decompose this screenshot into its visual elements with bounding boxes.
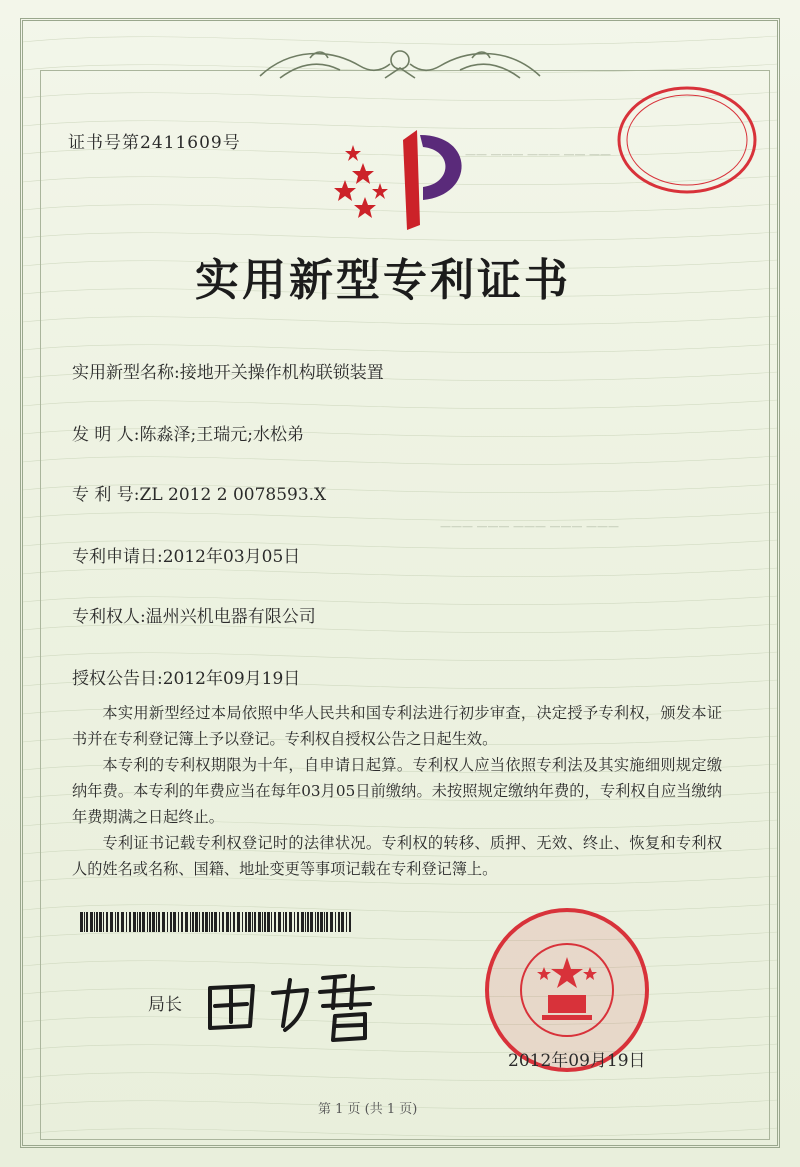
patent-number-value: ZL 2012 2 0078593.X: [139, 485, 327, 505]
patent-number-row: [72, 480, 326, 505]
seal-date: 2012年09月19日: [508, 1051, 646, 1071]
sipo-logo-icon: [325, 125, 480, 235]
patent-number-label: 专 利 号:: [72, 485, 140, 505]
top-ornament: [250, 38, 550, 88]
tax-stamp-seal: [612, 80, 762, 200]
body-paragraph-1: 本实用新型经过本局依照中华人民共和国专利法进行初步审查，决定授予专利权，颁发本证书并在专利登记簿上予以登记。专利权自授权公告之日起生效。: [72, 704, 722, 748]
utility-model-name-row: [72, 358, 384, 383]
filing-date-label: 专利申请日:: [72, 547, 163, 567]
patentee-label: 专利权人:: [72, 607, 146, 627]
document-title: 实用新型专利证书: [195, 255, 571, 306]
barcode: [80, 912, 355, 932]
patentee-value: 温州兴机电器有限公司: [145, 607, 316, 627]
patent-certificate: 证书号第2411609号 —— ——— ——— —— —— ——— ——— ——— ——— ——— 实用新型专利证书 实用新型名称:接地开关操作机构联锁装置 发 明 人:陈淼泽;王瑞元;水松弟 专 利 号:ZL 2012 2 0078593.X 专利申请日:2012年03月05日 专利权人:温州兴机电器有限公司 授权公告日:2012年09月19日 本实用新型经过本局依照中华人民共和国专利法进行初步审查，决定授予专利权，颁发本证书并在专利登记簿上予以登记。专利权自授权公告之日起生效。 本专利的专利权期限为十年，自申请日起算。专利权人应当依照专利法及其实施细则规定缴纳年费。本专利的年费应当在每年03月05日前缴纳。未按照规定缴纳年费的，专利权自应当缴纳年费期满之日起终止。 专利证书记载专利权登记时的法律状况。专利权的转移、质押、无效、终止、恢复和专利权人的姓名或名称、国籍、地址变更等事项记载在专利登记簿上。 局长 2012年09月19日 第 1 页 (共 1 页): [0, 0, 800, 1167]
body-paragraph-2: 本专利的专利权期限为十年，自申请日起算。专利权人应当依照专利法及其实施细则规定缴纳年费。本专利的年费应当在每年03月05日前缴纳。未按照规定缴纳年费的，专利权自应当缴纳年费期满之日起终止。: [72, 756, 722, 826]
certificate-body: [72, 700, 722, 882]
grant-date-label: 授权公告日:: [72, 669, 163, 689]
patentee-row: [72, 602, 316, 627]
body-paragraph-3: 专利证书记载专利权登记时的法律状况。专利权的转移、质押、无效、终止、恢复和专利权人的姓名或名称、国籍、地址变更等事项记载在专利登记簿上。: [72, 834, 722, 878]
director-signature: [195, 958, 385, 1048]
grant-date-value: 2012年09月19日: [162, 669, 301, 689]
inventor-label: 发 明 人:: [72, 425, 140, 445]
utility-model-name-label: 实用新型名称:: [72, 363, 180, 383]
director-label: 局长: [148, 995, 182, 1015]
filing-date-row: [72, 542, 300, 567]
certificate-number: 证书号第2411609号: [68, 133, 241, 153]
utility-model-name-value: 接地开关操作机构联锁装置: [179, 363, 384, 383]
grant-date-row: [72, 664, 300, 689]
inventor-value: 陈淼泽;王瑞元;水松弟: [139, 425, 305, 445]
inventor-row: [72, 420, 304, 445]
filing-date-value: 2012年03月05日: [162, 547, 301, 567]
page-footer: 第 1 页 (共 1 页): [318, 1102, 418, 1117]
